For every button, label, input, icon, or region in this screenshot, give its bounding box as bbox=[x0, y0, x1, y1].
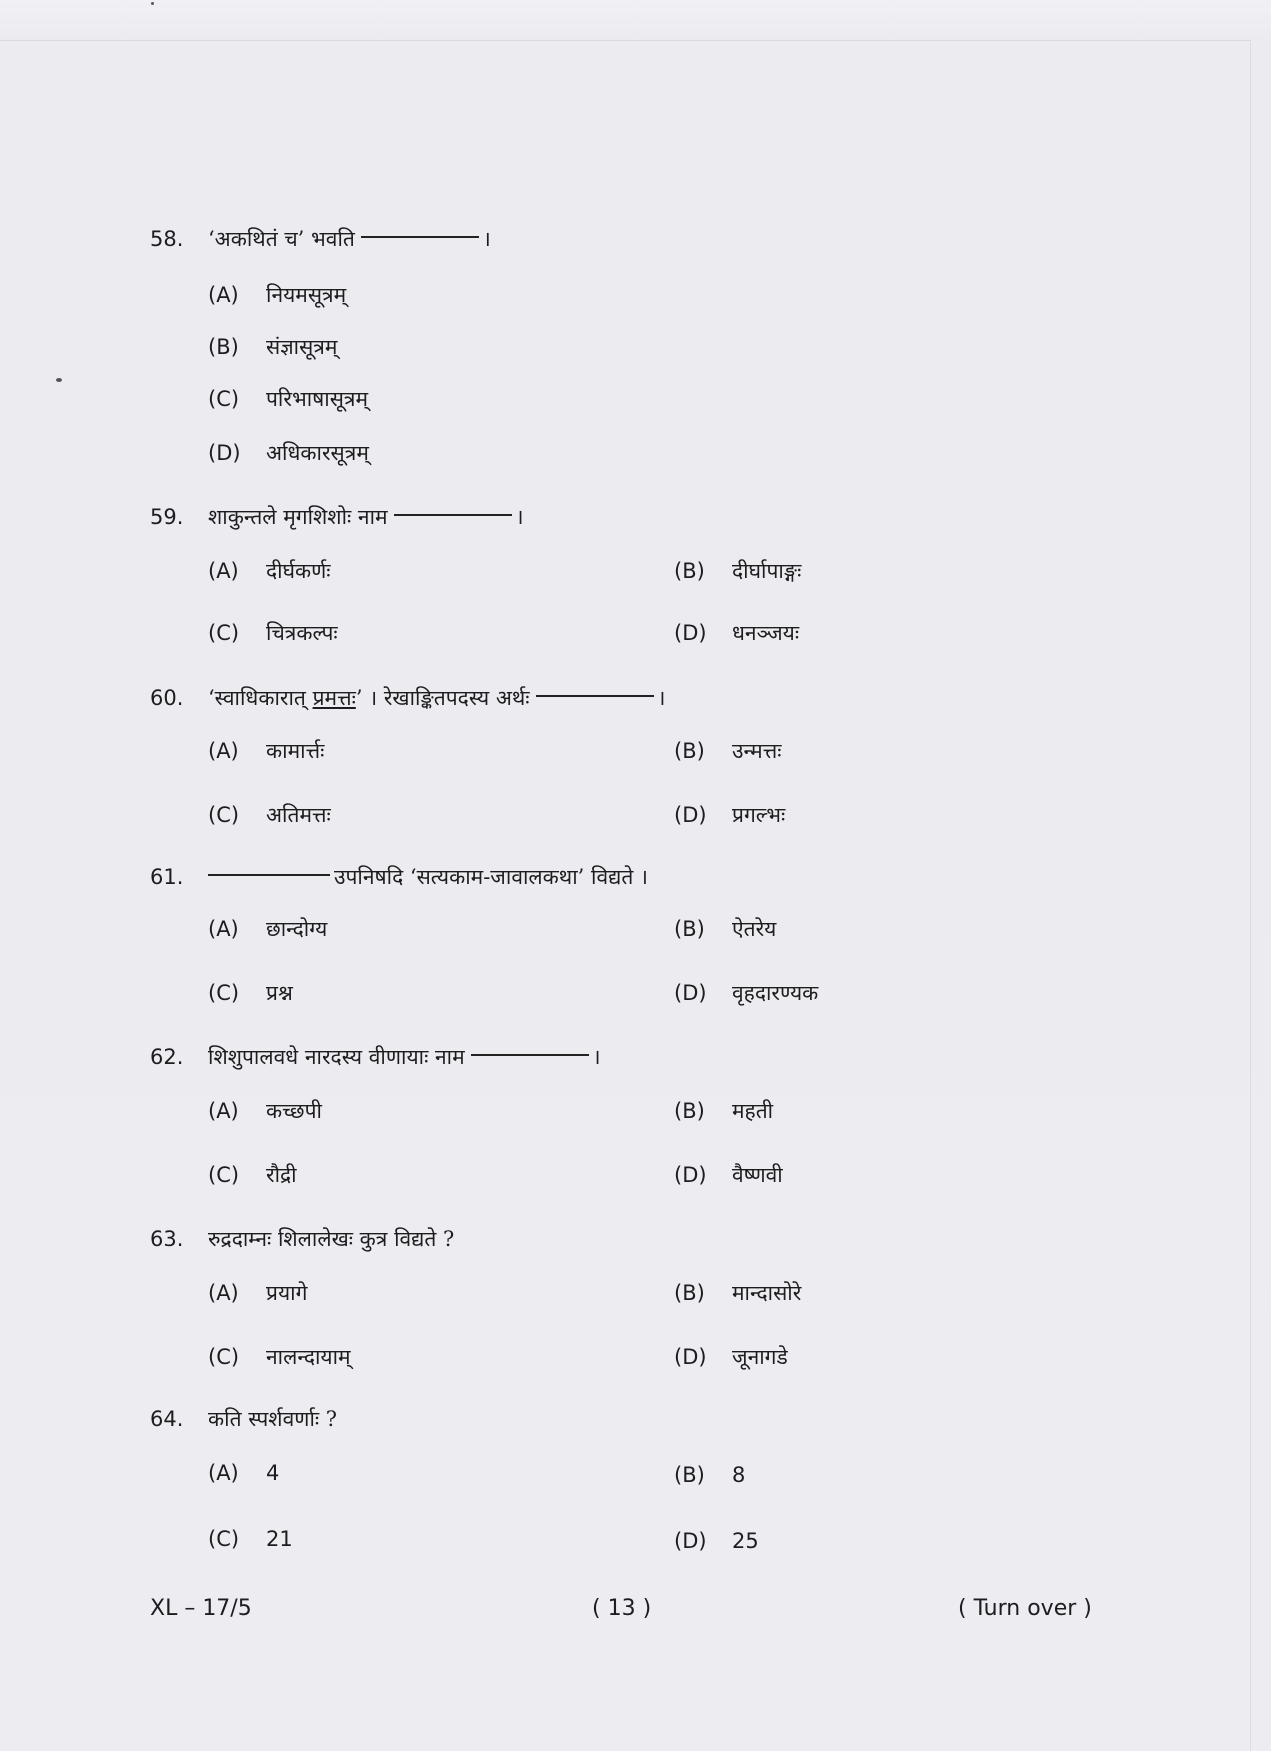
question-end: । bbox=[657, 686, 666, 710]
option-text: 25 bbox=[732, 1529, 759, 1553]
question-end: । bbox=[482, 227, 491, 251]
question-text: उपनिषदि ‘सत्यकाम-जावालकथा’ विद्यते । bbox=[334, 865, 648, 889]
option-text: चित्रकल्पः bbox=[266, 621, 338, 645]
option-text: 8 bbox=[732, 1463, 746, 1487]
option-label: (A) bbox=[208, 559, 239, 583]
option-label: (D) bbox=[674, 981, 707, 1005]
option-text: वृहदारण्यक bbox=[732, 981, 819, 1005]
option-label: (D) bbox=[674, 1529, 707, 1553]
option-63-b bbox=[674, 1278, 801, 1308]
question-end: । bbox=[515, 505, 524, 529]
question-text: शाकुन्तले मृगशिशोः नाम bbox=[208, 505, 388, 529]
option-label: (C) bbox=[208, 803, 240, 827]
option-label: (A) bbox=[208, 917, 239, 941]
option-label: (B) bbox=[674, 1463, 705, 1487]
option-58-c bbox=[208, 384, 368, 414]
option-label: (A) bbox=[208, 1099, 239, 1123]
option-label: (C) bbox=[208, 981, 240, 1005]
question-text: ‘स्वाधिकारात् bbox=[208, 686, 306, 710]
question-60 bbox=[150, 683, 666, 713]
option-58-b bbox=[208, 332, 337, 362]
option-text: उन्मत्तः bbox=[732, 739, 782, 763]
option-64-c bbox=[208, 1524, 293, 1554]
option-62-a bbox=[208, 1096, 322, 1126]
option-text: संज्ञासूत्रम् bbox=[266, 335, 338, 359]
option-59-c bbox=[208, 618, 338, 648]
question-number: 59. bbox=[150, 505, 184, 529]
option-62-c bbox=[208, 1160, 297, 1190]
question-number: 60. bbox=[150, 686, 184, 710]
option-61-d bbox=[674, 978, 818, 1008]
option-text: प्रश्न bbox=[266, 981, 293, 1005]
option-text: दीर्घापाङ्गः bbox=[732, 559, 802, 583]
option-text: अधिकारसूत्रम् bbox=[266, 441, 369, 465]
option-62-b bbox=[674, 1096, 773, 1126]
page-number: ( 13 ) bbox=[592, 1596, 652, 1621]
answer-blank bbox=[536, 695, 654, 697]
option-label: (C) bbox=[208, 1345, 240, 1369]
option-text: 4 bbox=[266, 1461, 280, 1485]
option-58-d bbox=[208, 438, 369, 468]
option-label: (D) bbox=[208, 441, 241, 465]
option-text: जूनागडे bbox=[732, 1345, 788, 1369]
option-label: (C) bbox=[208, 1527, 240, 1551]
option-text: छान्दोग्य bbox=[266, 917, 328, 941]
option-label: (B) bbox=[674, 559, 705, 583]
option-58-a bbox=[208, 280, 346, 310]
option-label: (B) bbox=[674, 917, 705, 941]
option-text: कामार्त्तः bbox=[266, 739, 325, 763]
option-label: (C) bbox=[208, 387, 240, 411]
option-text: महती bbox=[732, 1099, 774, 1123]
question-59 bbox=[150, 502, 524, 532]
turn-over-note: ( Turn over ) bbox=[958, 1596, 1092, 1621]
question-number: 63. bbox=[150, 1227, 184, 1251]
option-text: प्रयागे bbox=[266, 1281, 308, 1305]
option-label: (C) bbox=[208, 1163, 240, 1187]
option-64-a bbox=[208, 1458, 279, 1488]
option-64-d bbox=[674, 1526, 759, 1556]
option-text: धनञ्जयः bbox=[732, 621, 800, 645]
option-text: वैष्णवी bbox=[732, 1163, 783, 1187]
option-label: (A) bbox=[208, 739, 239, 763]
question-62 bbox=[150, 1042, 601, 1072]
question-number: 62. bbox=[150, 1045, 184, 1069]
option-label: (A) bbox=[208, 1461, 239, 1485]
option-59-d bbox=[674, 618, 799, 648]
option-63-c bbox=[208, 1342, 351, 1372]
option-label: (D) bbox=[674, 803, 707, 827]
option-label: (A) bbox=[208, 283, 239, 307]
option-63-d bbox=[674, 1342, 788, 1372]
option-label: (B) bbox=[674, 739, 705, 763]
option-60-a bbox=[208, 736, 324, 766]
option-label: (A) bbox=[208, 1281, 239, 1305]
answer-blank bbox=[394, 514, 512, 516]
option-text: दीर्घकर्णः bbox=[266, 559, 331, 583]
question-text-cont: ’ । रेखाङ्कितपदस्य अर्थः bbox=[355, 686, 530, 710]
question-end: । bbox=[592, 1045, 601, 1069]
option-64-b bbox=[674, 1460, 745, 1490]
option-text: नालन्दायाम् bbox=[266, 1345, 351, 1369]
option-text: कच्छपी bbox=[266, 1099, 322, 1123]
question-number: 61. bbox=[150, 865, 184, 889]
paper-code: XL – 17/5 bbox=[150, 1596, 252, 1621]
answer-blank bbox=[471, 1054, 589, 1056]
option-61-c bbox=[208, 978, 293, 1008]
option-label: (B) bbox=[208, 335, 239, 359]
option-text: प्रगल्भः bbox=[732, 803, 786, 827]
question-64 bbox=[150, 1404, 337, 1434]
option-60-c bbox=[208, 800, 331, 830]
question-61 bbox=[150, 862, 648, 892]
option-63-a bbox=[208, 1278, 307, 1308]
underlined-word: प्रमत्तः bbox=[312, 686, 356, 710]
option-60-d bbox=[674, 800, 785, 830]
question-text: शिशुपालवधे नारदस्य वीणायाः नाम bbox=[208, 1045, 465, 1069]
option-label: (C) bbox=[208, 621, 240, 645]
option-text: ऐतरेय bbox=[732, 917, 777, 941]
option-label: (B) bbox=[674, 1281, 705, 1305]
option-61-a bbox=[208, 914, 327, 944]
option-text: मान्दासोरे bbox=[732, 1281, 802, 1305]
question-number: 64. bbox=[150, 1407, 184, 1431]
option-text: 21 bbox=[266, 1527, 293, 1551]
option-text: अतिमत्तः bbox=[266, 803, 331, 827]
question-text: रुद्रदाम्नः शिलालेखः कुत्र विद्यते ? bbox=[208, 1227, 455, 1251]
option-59-a bbox=[208, 556, 331, 586]
question-63 bbox=[150, 1224, 454, 1254]
option-61-b bbox=[674, 914, 776, 944]
option-62-d bbox=[674, 1160, 783, 1190]
option-text: नियमसूत्रम् bbox=[266, 283, 347, 307]
question-58 bbox=[150, 224, 491, 254]
option-text: रौद्री bbox=[266, 1163, 297, 1187]
option-59-b bbox=[674, 556, 801, 586]
option-60-b bbox=[674, 736, 782, 766]
option-label: (D) bbox=[674, 621, 707, 645]
answer-blank bbox=[361, 236, 479, 238]
option-text: परिभाषासूत्रम् bbox=[266, 387, 369, 411]
option-label: (D) bbox=[674, 1163, 707, 1187]
option-label: (B) bbox=[674, 1099, 705, 1123]
question-text: ‘अकथितं च’ भवति bbox=[208, 227, 355, 251]
option-label: (D) bbox=[674, 1345, 707, 1369]
question-number: 58. bbox=[150, 227, 184, 251]
question-text: कति स्पर्शवर्णाः ? bbox=[208, 1407, 338, 1431]
answer-blank bbox=[208, 874, 330, 876]
